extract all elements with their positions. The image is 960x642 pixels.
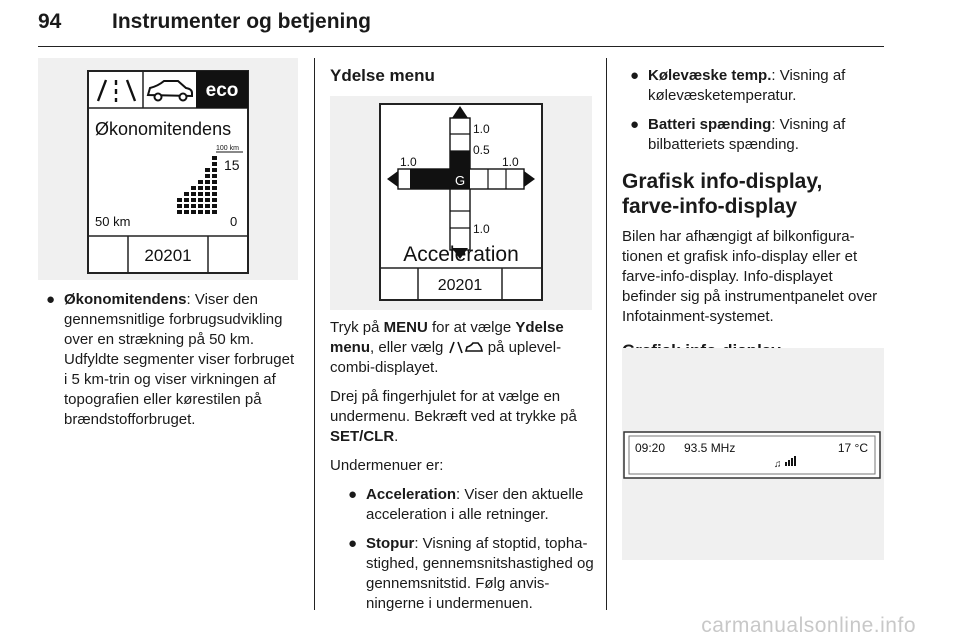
bar-segment: [212, 162, 217, 166]
paragraph-thumbwheel: [330, 387, 596, 447]
bar-segment: [212, 192, 217, 196]
bar-segment: [212, 210, 217, 214]
bar-segment: [184, 210, 189, 214]
graphic-info-display-figure: [622, 348, 884, 560]
bar-segment: [198, 186, 203, 190]
bar-segment: [205, 198, 210, 202]
scale-unit: 100 km: [216, 145, 239, 152]
text-run: .: [394, 428, 399, 445]
economy-title: Økonomitendens: [95, 119, 232, 139]
bar-segment: [191, 192, 196, 196]
bar-segment: [205, 174, 210, 178]
paragraph-info-display: Bilen har afhængigt af bilkonfigurationen et grafisk info-display eller et farve-info-display. Info-displayet befinder sig på instrumentpanelet over Infotainment-systemet.: [622, 228, 878, 325]
bar-segment: [184, 192, 189, 196]
bar-segment: [212, 204, 217, 208]
odometer: 20201: [144, 246, 192, 265]
watermark: carmanualsonline.info: [701, 614, 916, 637]
menu-keyword: MENU: [383, 319, 428, 336]
display-frequency: 93.5 MHz: [684, 441, 736, 455]
display-time: 09:20: [635, 441, 666, 455]
performance-menu-keyword: Ydelse menu: [330, 319, 564, 356]
top-label-1: 1.0: [473, 122, 490, 136]
bar-segment: [191, 210, 196, 214]
acceleration-caption: Acceleration: [403, 243, 519, 266]
column-1-text: [38, 290, 300, 439]
zero-label: 0: [230, 214, 238, 229]
odometer-2: 20201: [437, 277, 483, 294]
distance-label: 50 km: [95, 214, 131, 229]
battery-description: : Visning af bilbatteriets spænding.: [648, 116, 846, 153]
bar-segment: [198, 204, 203, 208]
bar-segment: [177, 198, 182, 202]
header-rule: [38, 46, 884, 47]
stopwatch-term: Stopur: [366, 535, 415, 552]
page-number: 94: [38, 10, 62, 33]
bar-segment: [198, 198, 203, 202]
battery-term: Batteri spænding: [648, 116, 772, 133]
paragraph-submenus: Undermenuer er:: [330, 457, 444, 474]
bar-segment: [191, 198, 196, 202]
svg-text:♫: ♫: [774, 459, 782, 470]
bar-segment: [184, 198, 189, 202]
section-heading-info-display: Grafisk info-display, farve-info-display: [622, 170, 823, 218]
economy-display-figure: [38, 58, 298, 280]
bar-segment: [205, 168, 210, 172]
bottom-label: 1.0: [473, 222, 490, 236]
bar-segment: [205, 204, 210, 208]
acceleration-display-figure: [330, 96, 592, 310]
text-run: på uplevel-combi-displayet.: [330, 339, 562, 376]
battery-bullet: ● Batteri spænding: Visning af bilbatteriets spænding.: [630, 116, 846, 153]
top-label-2: 0.5: [473, 143, 490, 157]
economy-term: Økonomitendens: [64, 291, 187, 308]
display-temperature: 17 °C: [837, 441, 868, 455]
bar-segment: [177, 204, 182, 208]
acceleration-description: : Viser den aktuelle acceleration i alle retninger.: [366, 486, 584, 523]
coolant-term: Kølevæske temp.: [648, 67, 772, 84]
page-title: Instrumenter og betjening: [112, 10, 372, 33]
text-run: , eller vælg: [370, 339, 448, 356]
bar-segment: [205, 210, 210, 214]
bar-segment: [198, 180, 203, 184]
right-label: 1.0: [502, 155, 519, 169]
g-center-label: G: [454, 173, 466, 188]
column-divider-1: [314, 58, 315, 610]
section-heading-performance-menu: Ydelse menu: [330, 66, 435, 85]
economy-bullet: ● Økonomitendens: Viser den gennemsnitlige forbrugsudvikling over en strækning på 50 km. Udfyldte segmenter viser forbruget i 5 km-trin og viser virkningen af topografien eller kørestilen på brændstofforbruget.: [46, 291, 295, 428]
lane-car-icon: [448, 340, 484, 354]
bar-segment: [212, 186, 217, 190]
acceleration-term: Acceleration: [366, 486, 457, 503]
column-2: [330, 66, 594, 90]
bar-segment: [212, 156, 217, 160]
bar-segment: [212, 174, 217, 178]
bar-segment: [184, 204, 189, 208]
bar-segment: [198, 210, 203, 214]
column-2-text: [330, 318, 596, 623]
acceleration-bullet: ● Acceleration: Viser den aktuelle acceleration i alle retninger.: [348, 486, 584, 523]
text-run: Tryk på: [330, 319, 384, 336]
scale-value: 15: [224, 157, 240, 173]
bar-segment: [212, 168, 217, 172]
economy-description: : Viser den gennemsnitlige forbrugsudvikling over en strækning på 50 km. Udfyldte segmenter viser forbruget i 5 km-trin og viser virkningen af topografien eller kørestilen på brændstofforbruget.: [64, 291, 295, 428]
stopwatch-description: : Visning af stoptid, tophastighed, gennemsnitshastighed og gennemsnitstid. Følg anvisningerne i undermenuen.: [366, 535, 594, 612]
bar-segment: [205, 186, 210, 190]
column-divider-2: [606, 58, 607, 610]
coolant-description: : Visning af kølevæsketemperatur.: [648, 67, 846, 104]
bar-segment: [177, 210, 182, 214]
column-3-text: [622, 66, 884, 365]
bar-segment: [205, 180, 210, 184]
bar-segment: [191, 204, 196, 208]
set-clr-keyword: SET/CLR: [330, 428, 395, 445]
bar-segment: [191, 186, 196, 190]
text-run: Drej på fingerhjulet for at vælge en undermenu. Bekræft ved at trykke på: [330, 388, 577, 425]
bar-segment: [205, 192, 210, 196]
paragraph-menu-select: [330, 318, 596, 378]
bar-segment: [198, 192, 203, 196]
eco-label: eco: [205, 80, 239, 101]
bar-segment: [212, 198, 217, 202]
left-label: 1.0: [400, 155, 417, 169]
coolant-bullet: ● Kølevæske temp.: Visning af kølevæsketemperatur.: [630, 67, 846, 104]
text-run: for at vælge: [427, 319, 516, 336]
stopwatch-bullet: ● Stopur: Visning af stoptid, tophastighed, gennemsnitshastighed og gennemsnitstid. Følg anvisningerne i undermenuen.: [348, 535, 594, 612]
bar-segment: [212, 180, 217, 184]
